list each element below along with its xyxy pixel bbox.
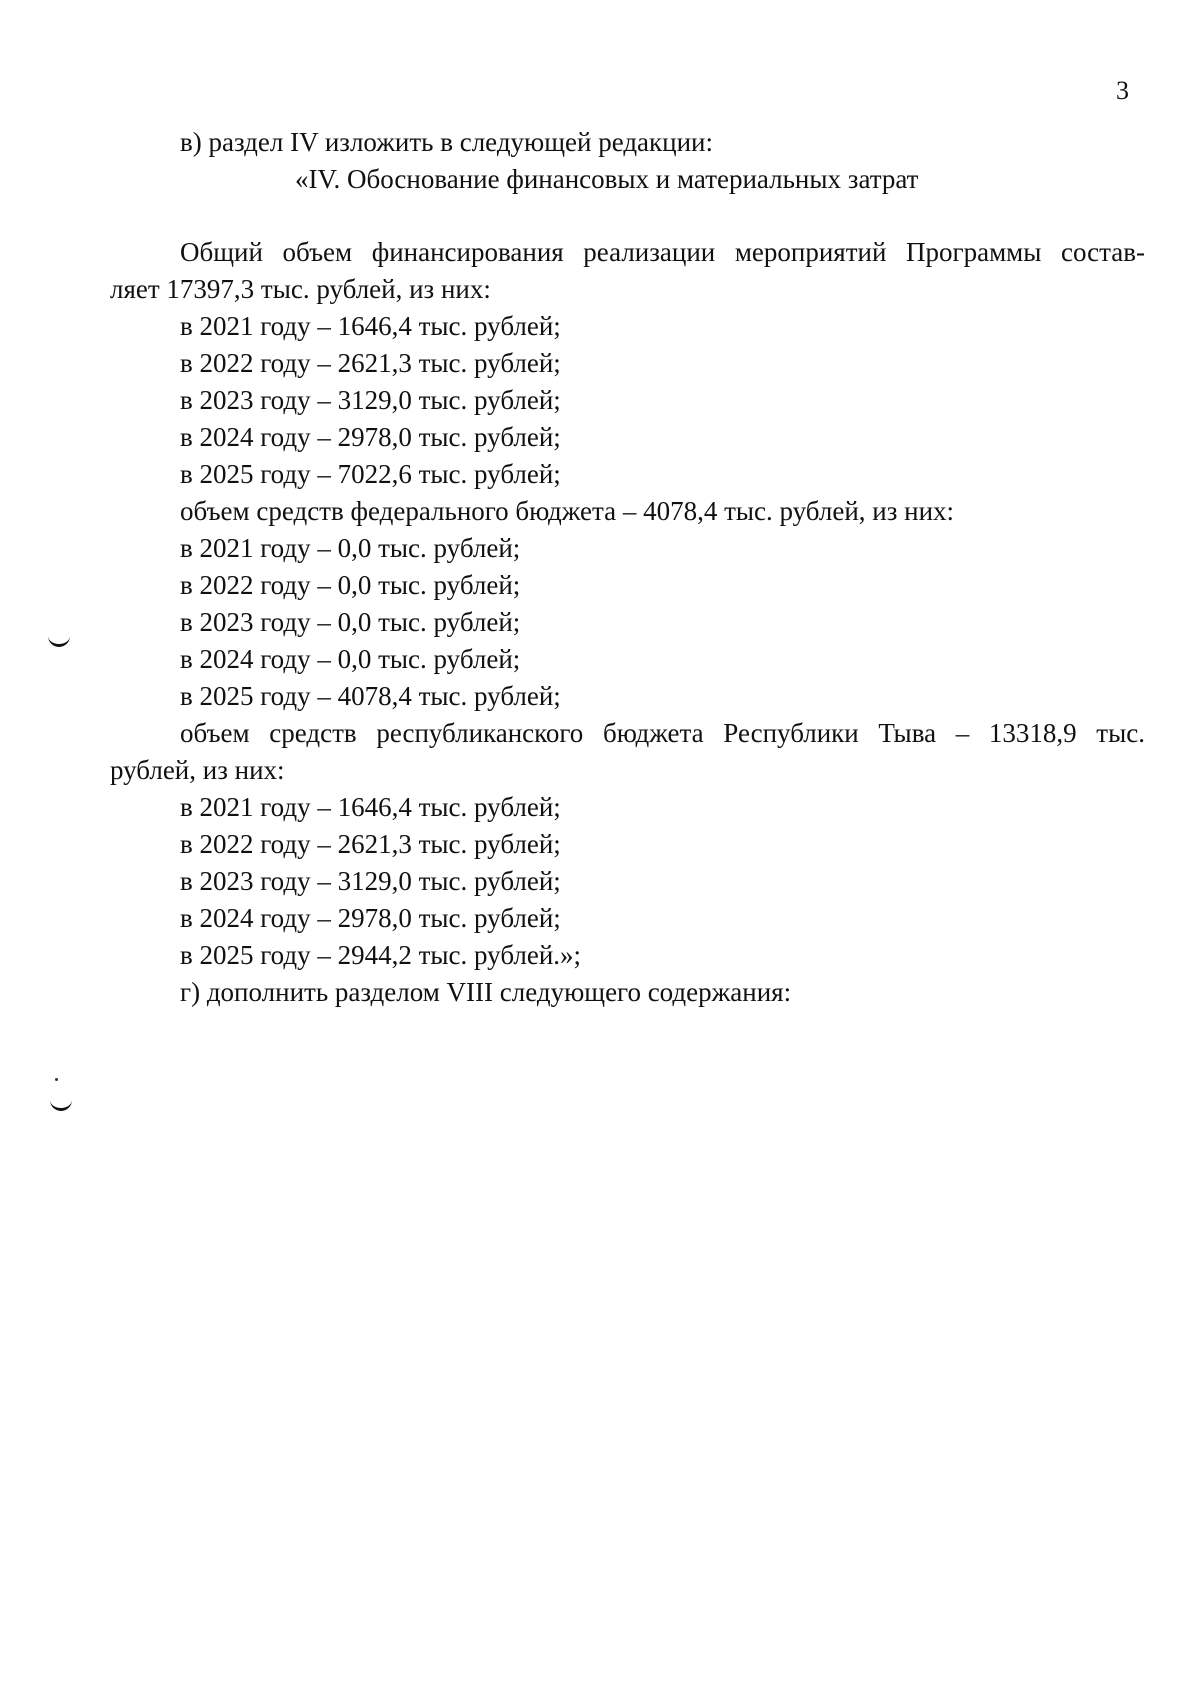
scan-dot — [55, 1078, 58, 1081]
word: Тыва — [878, 718, 937, 748]
binding-hole-mark — [48, 634, 70, 647]
word: Общий — [180, 237, 263, 267]
federal-2025: в 2025 году – 4078,4 тыс. рублей; — [180, 681, 561, 711]
word: тыс. — [1096, 718, 1145, 748]
total-2025: в 2025 году – 7022,6 тыс. рублей; — [180, 459, 561, 489]
total-2021: в 2021 году – 1646,4 тыс. рублей; — [180, 311, 561, 341]
section-heading: «IV. Обоснование финансовых и материальных затрат — [295, 164, 919, 194]
word: республиканского — [376, 718, 584, 748]
federal-budget-intro: объем средств федерального бюджета – 4078,4 тыс. рублей, из них: — [180, 496, 955, 526]
total-2023: в 2023 году – 3129,0 тыс. рублей; — [180, 385, 561, 415]
word: средств — [269, 718, 357, 748]
word: реализации — [583, 237, 716, 267]
word: объем — [282, 237, 353, 267]
word: 13318,9 — [988, 718, 1077, 748]
page-number: 3 — [1116, 76, 1129, 105]
document-body — [110, 124, 1145, 1011]
word: Программы — [906, 237, 1042, 267]
republic-2021: в 2021 году – 1646,4 тыс. рублей; — [180, 792, 561, 822]
word: мероприятий — [734, 237, 887, 267]
amendment-item-g: г) дополнить разделом VIII следующего содержания: — [180, 977, 792, 1007]
total-funding-paragraph — [110, 234, 1145, 271]
binding-hole-mark — [50, 1098, 72, 1111]
amendment-item-v: в) раздел IV изложить в следующей редакции: — [180, 127, 714, 157]
blank-line — [110, 198, 1145, 234]
republic-2023: в 2023 году – 3129,0 тыс. рублей; — [180, 866, 561, 896]
word: состав- — [1061, 237, 1145, 267]
word: бюджета — [602, 718, 704, 748]
republic-budget-continuation: рублей, из них: — [110, 755, 285, 785]
total-2024: в 2024 году – 2978,0 тыс. рублей; — [180, 422, 561, 452]
republic-2024: в 2024 году – 2978,0 тыс. рублей; — [180, 903, 561, 933]
word: – — [955, 718, 970, 748]
word: Республики — [723, 718, 859, 748]
word: объем — [180, 718, 250, 748]
total-2022: в 2022 году – 2621,3 тыс. рублей; — [180, 348, 561, 378]
federal-2022: в 2022 году – 0,0 тыс. рублей; — [180, 570, 521, 600]
federal-2024: в 2024 году – 0,0 тыс. рублей; — [180, 644, 521, 674]
republic-2022: в 2022 году – 2621,3 тыс. рублей; — [180, 829, 561, 859]
federal-2021: в 2021 году – 0,0 тыс. рублей; — [180, 533, 521, 563]
republic-budget-paragraph — [110, 715, 1145, 752]
word: финансирования — [371, 237, 564, 267]
republic-2025: в 2025 году – 2944,2 тыс. рублей.»; — [180, 940, 582, 970]
federal-2023: в 2023 году – 0,0 тыс. рублей; — [180, 607, 521, 637]
total-funding-continuation: ляет 17397,3 тыс. рублей, из них: — [110, 274, 491, 304]
